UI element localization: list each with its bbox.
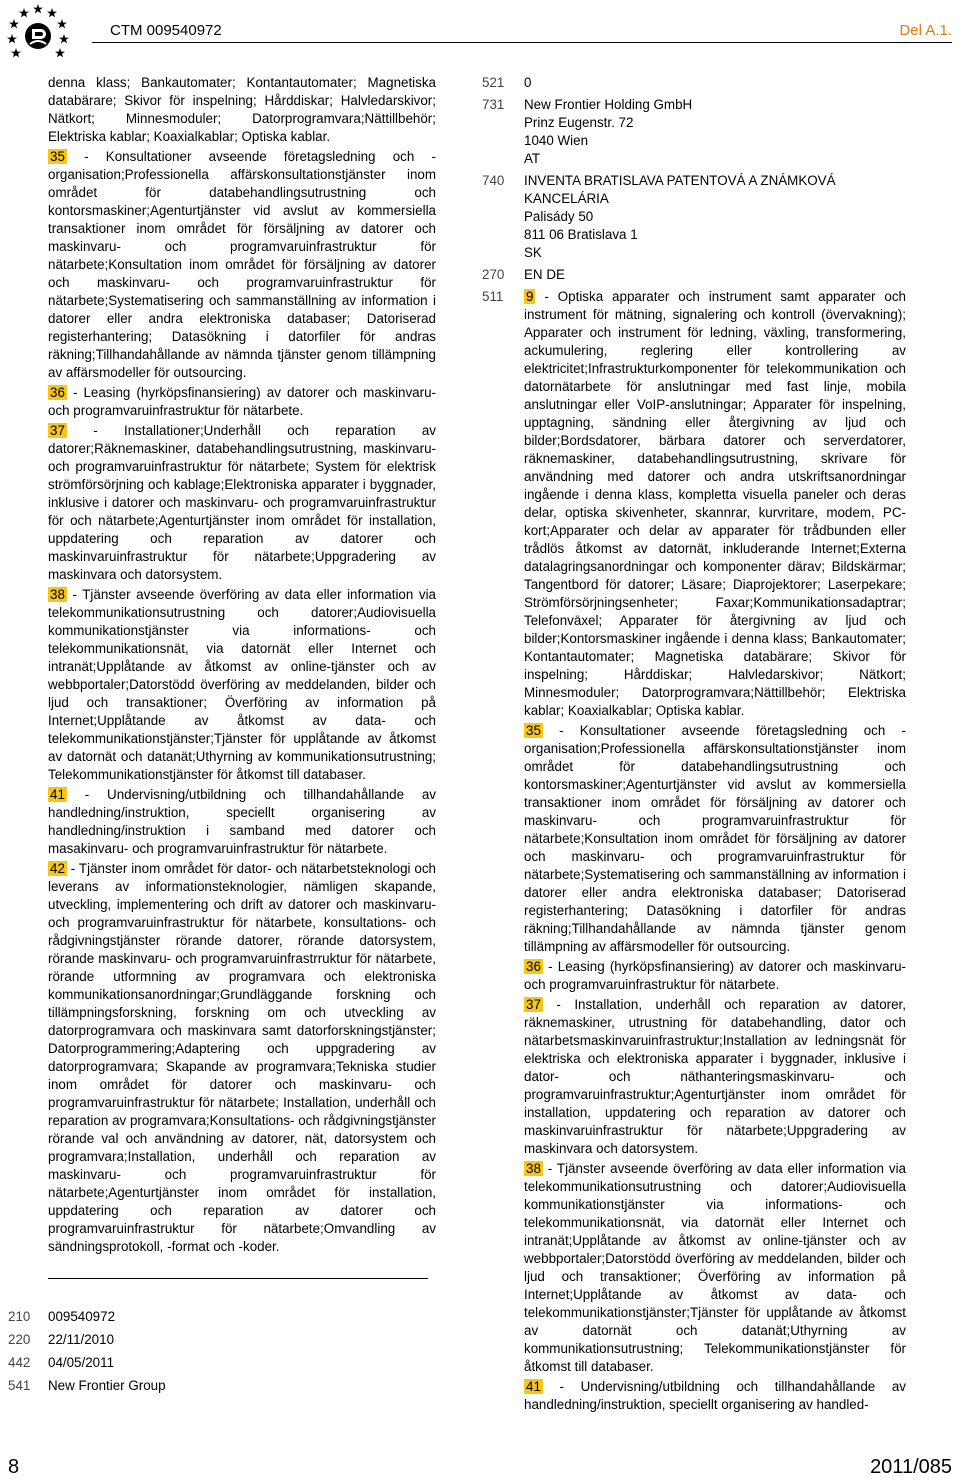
document-title: CTM 009540972 [110, 22, 222, 39]
field-code: 740 [482, 173, 505, 188]
header-divider [92, 42, 952, 43]
class-description: - Konsultationer avseende företagsledning och -organisation;Professionella affärskonsultationstjänster inom området för databehandlingsutrustning och kontorsmaskiner;Agenturtjänster vid avslut av kommersiella transaktioner inom området för försäljning av datorer och maskinvaru- och programvaruinfrastruktur för nätarbete;Konsultation inom området för försäljning av datorer och maskinvaru- och programvaruinfrastruktur för nätarbete;Systematisering och sammanställning av information i datorer eller andra elektroniska databaser; Datoriserad registerhantering; Datasökning i datorfiler för andras räkning;Tillhandahållande av nämnda tjänster genom tillämpning av affärsmodeller för outsourcing. [48, 149, 436, 380]
left-class-38 [48, 586, 436, 784]
class-description: - Leasing (hyrköpsfinansiering) av datorer och maskinvaru- och programvaruinfrastruktur för nätarbete. [524, 959, 906, 992]
left-class-36 [48, 384, 436, 420]
owner-name: New Frontier Holding GmbH [524, 97, 693, 112]
field-value: 22/11/2010 [48, 1332, 115, 1347]
class-description: - Undervisning/utbildning och tillhandahållande av handledning/instruktion, speciellt organisering av handled- [524, 1379, 906, 1412]
representative-name-cont: KANCELÁRIA [524, 191, 609, 206]
field-code: 541 [8, 1378, 31, 1393]
class-number-badge: 9 [526, 289, 534, 304]
field-code: 731 [482, 97, 505, 112]
class-description: - Tjänster avseende överföring av data eller information via telekommunikationsutrustning och datorer;Audiovisuella kommunikationstjänster via informations- och telekommunikationsnät, via datornät eller Internet och intranät;Upplåtande av åtkomst av online-tjänster och av webbportaler;Datorstödd överföring av meddelanden, bilder och ljud och transaktioner; Överföring av information på Internet;Upplåtande av åtkomst av data- och telekommunikationstjänster;Tjänster för upplåtande av åtkomst av datornät och datanät;Uthyrning av kommunikationsutrustning; Telekommunikationstjänster för åtkomst till databaser. [524, 1161, 906, 1374]
field-270 [482, 266, 906, 284]
left-class-37 [48, 422, 436, 584]
class-number-badge: 37 [526, 997, 541, 1012]
issue-number: 2011/085 [870, 1456, 952, 1478]
field-value: New Frontier Group [48, 1378, 166, 1393]
class-number-badge: 36 [526, 959, 541, 974]
field-521 [482, 74, 906, 92]
field-row-210 [8, 1308, 115, 1326]
right-class-37 [524, 996, 906, 1158]
class-description: - Undervisning/utbildning och tillhandahållande av handledning/instruktion, speciellt organisering av handledning/instruktion i samband med datorer och masakinvaru- och programvaruinfrastruktur för nätarbete. [48, 787, 436, 856]
right-class-38 [524, 1160, 906, 1376]
left-class-41 [48, 786, 436, 858]
field-value: 04/05/2011 [48, 1355, 115, 1370]
class-description: - Tjänster avseende överföring av data eller information via telekommunikationsutrustning och datorer;Audiovisuella kommunikationstjänster via informations- och telekommunikationsnät, via datornät eller Internet och intranät;Upplåtande av åtkomst av online-tjänster och av webbportaler;Datorstödd överföring av meddelanden, bilder och ljud och transaktioner; Överföring av information på Internet;Upplåtande av åtkomst av data- och telekommunikationstjänster;Tjänster för upplåtande av åtkomst av datornät och datanät;Uthyrning av kommunikationsutrustning; Telekommunikationstjänster för åtkomst till databaser. [48, 587, 436, 782]
class-number-badge: 38 [50, 587, 65, 602]
representative-name: INVENTA BRATISLAVA PATENTOVÁ A ZNÁMKOVÁ [524, 173, 836, 188]
field-row-541 [8, 1377, 166, 1395]
class-description: - Konsultationer avseende företagsledning och -organisation;Professionella affärskonsultationstjänster inom området för databehandlingsutrustning och kontorsmaskiner;Agenturtjänster vid avslut av kommersiella transaktioner inom området för försäljning av datorer och maskinvaru- och programvaruinfrastruktur för nätarbete;Konsultation inom området för försäljning av datorer och maskinvaru- och programvaruinfrastruktur för nätarbete;Systematisering och sammanställning av information i datorer eller andra elektroniska databaser; Datoriserad registerhantering; Datasökning i datorfiler för andras räkning;Tillhandahållande av nämnda tjänster genom tillämpning av affärsmodeller för outsourcing. [524, 723, 906, 954]
owner-city: 1040 Wien [524, 133, 589, 148]
class-description: - Installationer;Underhåll och reparation av datorer;Räknemaskiner, databehandlingsutrustning, maskinvaru- och programvaruinfrastruktur för nätarbete; System för elektrisk strömförsörjning och kablage;Elektroniska apparater i byggnader, inklusive i datorer och maskinvaru- och programvaruinfrastruktur för och nätarbete;Agenturtjänster inom området för installation, uppdatering och reparation av datorer och maskinvaruinfrastruktur för nätarbete;Uppgradering av maskinvara och datorsystem. [48, 423, 436, 582]
class-number-badge: 35 [50, 149, 65, 164]
field-code: 442 [8, 1355, 31, 1370]
class-number-badge: 35 [526, 723, 541, 738]
right-column [482, 74, 906, 1420]
representative-street: Palisády 50 [524, 209, 594, 224]
class-number-badge: 37 [50, 423, 65, 438]
class-description: - Installation, underhåll och reparation av datorer, räknemaskiner, utrustning för databehandling, dator och nätarbetsmaskinvaruinfrastruktur;Installation av ledningsnät för elektriska och elektroniska apparater i byggnader, inklusive i dator- och näthanteringsmaskinvaru- och programvaruinfrastruktur;Agenturtjänster inom området för installation, uppdatering och reparation av datorer och maskinvaruinfrastruktur för nätarbete;Uppgradering av maskinvara och datorsystem. [524, 997, 906, 1156]
class-description: - Tjänster inom området för dator- och nätarbetsteknologi och leverans av informationsteknologier, nämligen skapande, utveckling, implementering och drift av datorer och maskinvaru- och programvaruinfrastruktur för nätarbete, konsultations- och rådgivningstjänster rörande datorer, rörande datorsystem, rörande maskinvaru- och programvaruinfrastrruktur för nätarbete, rörande utformning av programvara och elektroniska kommunikationsanordningar;Grundläggande forskning och tillämpningsforskning, forskning om och utveckling av datorprogramvara och maskinvara samt datorforskningstjänster; Datorprogrammering;Adaptering och uppgradering av datorprogramvara; Skapande av programvara;Tekniska studier inom området för datorer och maskinvaru- och programvaruinfrastruktur för nätarbete; Installation, underhåll och reparation av programvara;Konsultations- och rådgivningstjänster rörande val och användning av datorer, nät, datorsystem och programvara;Installation, underhåll och reparation av maskinvaru- och programvaruinfrastruktur för nätarbete;Agenturtjänster inom området för installation, uppdatering och reparation av datorer och programvaruinfrastruktur för nätarbete;Omvandling av sändningsprotokoll, -format och -koder. [48, 861, 436, 1254]
field-code: 210 [8, 1309, 31, 1324]
field-row-442 [8, 1354, 114, 1372]
field-code: 270 [482, 267, 505, 282]
class-description: - Leasing (hyrköpsfinansiering) av datorer och maskinvaru- och programvaruinfrastruktur för nätarbete. [48, 385, 436, 418]
right-class-35 [524, 722, 906, 956]
field-511 [482, 288, 906, 1416]
class-number-badge: 41 [526, 1379, 541, 1394]
class-number-badge: 41 [50, 787, 65, 802]
left-class-35 [48, 148, 436, 382]
representative-country: SK [524, 245, 542, 260]
right-class-41 [524, 1378, 906, 1414]
left-column [48, 74, 436, 1258]
languages: EN DE [524, 267, 565, 282]
section-label: Del A.1. [899, 22, 952, 39]
field-code: 511 [482, 289, 504, 304]
right-class-36 [524, 958, 906, 994]
representative-city: 811 06 Bratislava 1 [524, 227, 638, 242]
right-class-9 [524, 288, 906, 720]
page-number: 8 [8, 1456, 20, 1478]
field-740 [482, 172, 906, 262]
field-731 [482, 96, 906, 168]
owner-country: AT [524, 151, 541, 166]
field-row-220 [8, 1331, 114, 1349]
class-number-badge: 36 [50, 385, 65, 400]
owner-street: Prinz Eugenstr. 72 [524, 115, 634, 130]
field-code: 220 [8, 1332, 31, 1347]
class-number-badge: 38 [526, 1161, 541, 1176]
class-number-badge: 42 [50, 861, 65, 876]
class-description: - Optiska apparater och instrument samt apparater och instrument för mätning, signalering och kontroll (övervakning); Apparater och instrument för ledning, växling, transformering, ackumulering, reglering eller kontrollering av elektricitet;Infrastrukturkomponenter för telekommunikation och datornätarbete för anslutningar med fast linje, mobila anslutningar eller VoIP-anslutningar; Apparater för inspelning, upptagning, sändning eller återgivning av ljud och bilder;Bordsdatorer, bärbara datorer och serverdatorer, räknemaskiner, databehandlingsutrustning, skrivare för användning med datorer och andra utskriftsanordningar ingående i denna klass, kompletta visuella paneler och deras delar, optiska skivenheter, skannrar, kurvritare, modem, PC-kort;Apparater och delar av apparater för trådbunden eller trådlös åtkomst av datornät, inkluderande Internet;Externa datalagringsanordningar och komponenter därav; Bildskärmar; Tangentbord för datorer; Läsare; Diaprojektorer; Laserpekare; Strömförsörjningsenheter; Faxar;Kommunikationsadaptrar; Telefonväxel; Apparater för återgivning av ljud och bilder;Kontorsmaskiner ingående i denna klass; Bankautomater; Kontantautomater; Magnetiska databärare; Skivor för inspelning; Hårddiskar; Halvledarskivor; Nätkort; Minnesmoduler; Datorprogramvara;Nättillbehör; Elektriska kablar; Koaxialkablar; Optiska kablar. [524, 289, 906, 718]
left-class-42 [48, 860, 436, 1256]
fields-divider [48, 1278, 428, 1279]
left-intro-text: denna klass; Bankautomater; Kontantautomater; Magnetiska databärare; Skivor för inspelning; Hårddiskar; Halvledarskivor; Nätkort; Minnesmoduler; Datorprogramvara;Nättillbehör; Elektriska kablar; Koaxialkablar; Optiska kablar. [48, 75, 436, 144]
field-value: 009540972 [48, 1309, 116, 1324]
ohim-logo-icon [6, 2, 70, 66]
field-code: 521 [482, 75, 505, 90]
field-line: 0 [524, 75, 532, 90]
